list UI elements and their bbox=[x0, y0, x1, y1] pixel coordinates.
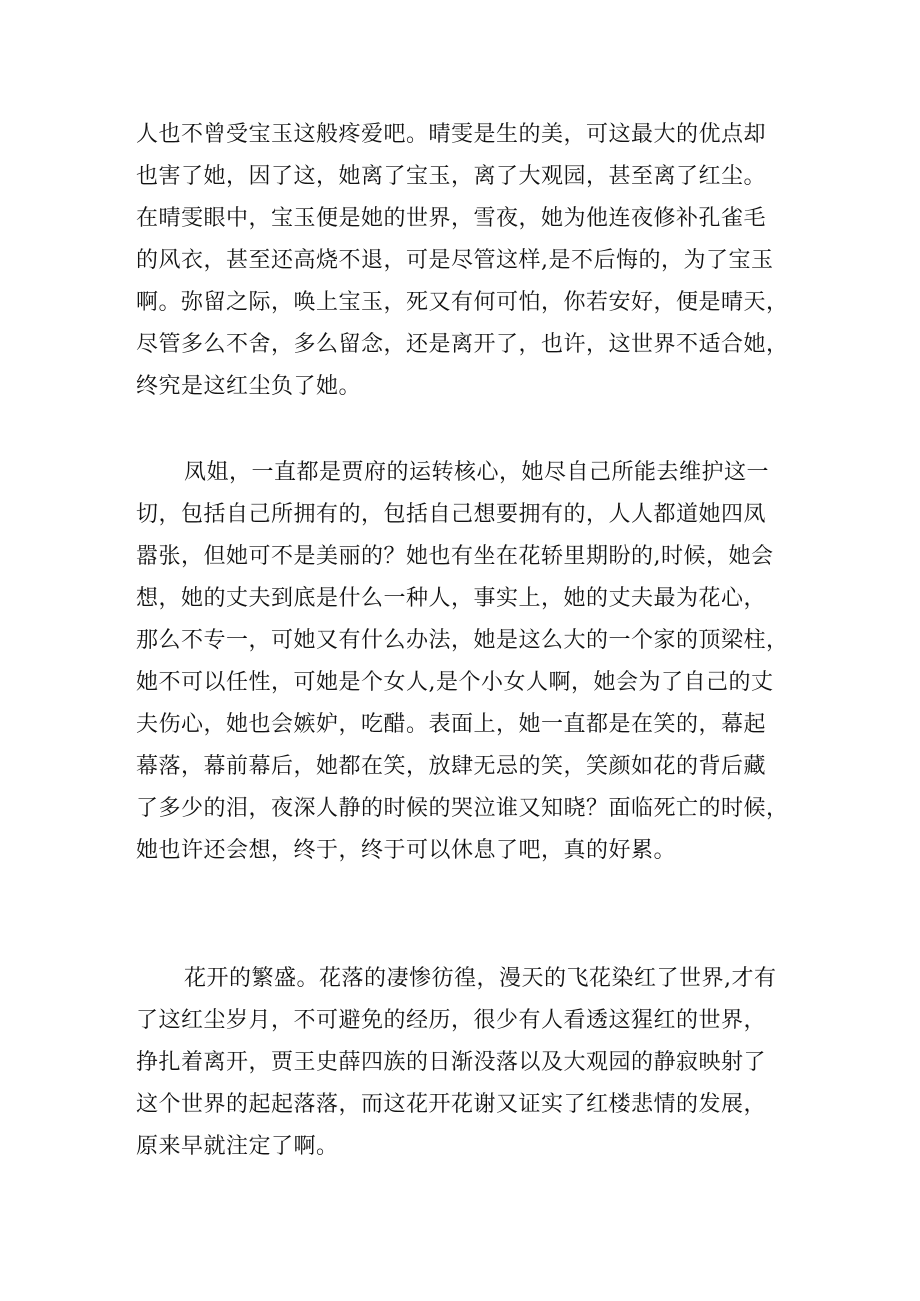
text-line: 的风衣，甚至还高烧不退，可是尽管这样,是不后悔的，为了宝玉 bbox=[136, 248, 774, 273]
text-line: 幕落，幕前幕后，她都在笑，放肆无忌的笑，笑颜如花的背后藏 bbox=[136, 754, 767, 779]
text-line: 嚣张，但她可不是美丽的？她也有坐在花轿里期盼的,时候，她会 bbox=[136, 544, 774, 569]
text-line: 想，她的丈夫到底是什么一种人，事实上，她的丈夫最为花心， bbox=[136, 586, 767, 611]
text-line: 这个世界的起起落落，而这花开花谢又证实了红楼悲情的发展， bbox=[136, 1092, 767, 1117]
text-line: 人也不曾受宝玉这般疼爱吧。晴雯是生的美，可这最大的优点却 bbox=[136, 122, 767, 147]
text-line: 那么不专一，可她又有什么办法，她是这么大的一个家的顶梁柱， bbox=[136, 628, 789, 653]
paragraph-flowers bbox=[136, 958, 796, 1168]
text-line: 了多少的泪，夜深人静的时候的哭泣谁又知晓？面临死亡的时候， bbox=[136, 796, 789, 821]
text-line: 也害了她，因了这，她离了宝玉，离了大观园，甚至离了红尘。 bbox=[136, 164, 767, 189]
text-line: 她不可以任性，可她是个女人,是个小女人啊，她会为了自己的丈 bbox=[136, 670, 774, 695]
text-line: 挣扎着离开，贾王史薛四族的日渐没落以及大观园的静寂映射了 bbox=[136, 1050, 767, 1075]
paragraph-fengjie bbox=[136, 452, 796, 872]
text-line: 夫伤心，她也会嫉妒，吃醋。表面上，她一直都是在笑的，幕起 bbox=[136, 712, 767, 737]
paragraph-qingwen bbox=[136, 114, 796, 408]
text-line: 尽管多么不舍，多么留念，还是离开了，也许，这世界不适合她， bbox=[136, 332, 789, 357]
text-line: 啊。弥留之际，唤上宝玉，死又有何可怕，你若安好，便是晴天， bbox=[136, 290, 789, 315]
text-line: 切，包括自己所拥有的，包括自己想要拥有的，人人都道她四凤 bbox=[136, 502, 767, 527]
text-line: 在晴雯眼中，宝玉便是她的世界，雪夜，她为他连夜修补孔雀毛 bbox=[136, 206, 767, 231]
text-line: 她也许还会想，终于，终于可以休息了吧，真的好累。 bbox=[136, 838, 677, 863]
text-line: 终究是这红尘负了她。 bbox=[136, 374, 362, 399]
text-line-first: 花开的繁盛。花落的凄惨彷徨，漫天的飞花染红了世界,才有 bbox=[184, 966, 777, 991]
text-line-first: 凤姐，一直都是贾府的运转核心，她尽自己所能去维护这一 bbox=[184, 460, 770, 485]
text-line: 了这红尘岁月，不可避免的经历，很少有人看透这猩红的世界， bbox=[136, 1008, 767, 1033]
text-line: 原来早就注定了啊。 bbox=[136, 1134, 339, 1159]
